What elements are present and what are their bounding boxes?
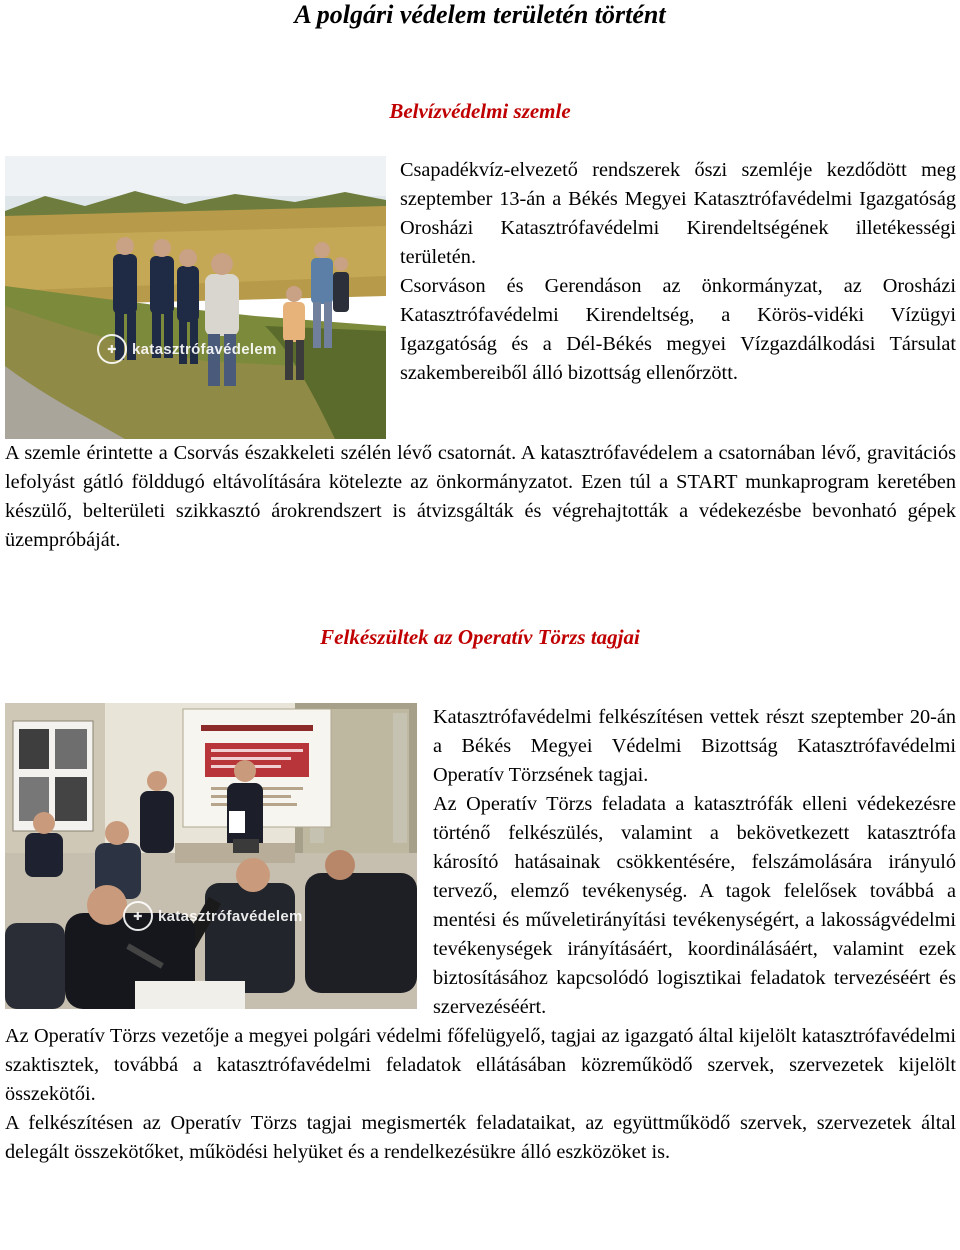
- field-inspection-photo: [5, 156, 386, 439]
- katasztrofavedelem-watermark: ✚ katasztrófavédelem: [97, 334, 277, 364]
- page-title: A polgári védelem területén történt: [294, 0, 666, 29]
- shield-logo-icon: ✚: [97, 334, 127, 364]
- section1-paragraph-3: A szemle érintette a Csorvás északkeleti szélén lévő csatornát. A katasztrófavédelem a csatornában lévő, gravitációs lefolyást gátló földdugó eltávolítására kötelezte az önkormányzatot. Ezen túl a START munkaprogram keretében készülő, belterületi szikkasztó árokrendszert is átvizsgálták és végrehajtották a védekezésbe bevonható gépek üzempróbáját.: [5, 442, 956, 551]
- section-operativ-torzs: [5, 703, 956, 1167]
- section-title-operativ-torzs: Felkészültek az Operatív Törzs tagjai: [320, 625, 640, 649]
- section2-paragraph-2: Az Operatív Törzs feladata a katasztrófák elleni védekezésre történő felkészülés, valamint a bekövetkezett katasztrófa károsító hatásainak csökkentésére, felszámolására irányuló tervező, elemző tevékenység. A tagok felelősek továbbá a mentési és műveletirányítási tevékenységért, a lakosságvédelmi tevékenységek irányításáért, koordinálásáért, valamint ezek biztosításához kapcsolódó logisztikai feladatok tervezéséért és szervezéséért.: [433, 793, 956, 1018]
- section2-paragraph-1: Katasztrófavédelmi felkészítésen vettek részt szeptember 20-án a Békés Megyei Védelmi Bizottság Katasztrófavédelmi Operatív Törzsének tagjai.: [433, 706, 956, 786]
- katasztrofavedelem-watermark: ✚ katasztrófavédelem: [123, 901, 303, 931]
- shield-logo-icon: ✚: [123, 901, 153, 931]
- section1-paragraph-1: Csapadékvíz-elvezető rendszerek őszi szemléje kezdődött meg szeptember 13-án a Békés Megyei Katasztrófavédelmi Igazgatóság Orosházi Katasztrófavédelmi Kirendeltségének illetékességi területén.: [400, 159, 956, 268]
- section1-paragraph-2: Csorváson és Gerendáson az önkormányzat, az Orosházi Katasztrófavédelmi Kirendeltség, a Körös-vidéki Vízügyi Igazgatóság és a Dél-Békés megyei Vízgazdálkodási Társulat szakembereiből álló bizottság ellenőrzött.: [400, 275, 956, 384]
- section-belvizvedelmi: [5, 156, 956, 555]
- section2-paragraph-3: Az Operatív Törzs vezetője a megyei polgári védelmi főfelügyelő, tagjai az igazgató által kijelölt katasztrófavédelmi szaktisztek, továbbá a katasztrófavédelmi feladatok ellátásában közreműködő szervek, szervezetek kijelölt összekötői.: [5, 1025, 956, 1105]
- field-inspection-illustration: [5, 156, 386, 439]
- meeting-photo: [5, 703, 417, 1009]
- section-title-belvizvedelmi: Belvízvédelmi szemle: [389, 99, 571, 123]
- meeting-illustration: [5, 703, 417, 1009]
- section2-paragraph-4: A felkészítésen az Operatív Törzs tagjai megismerték feladataikat, az együttműködő szervek, szervezetek által delegált összekötőket, működési helyüket és a rendelkezésükre álló eszközöket is.: [5, 1112, 956, 1163]
